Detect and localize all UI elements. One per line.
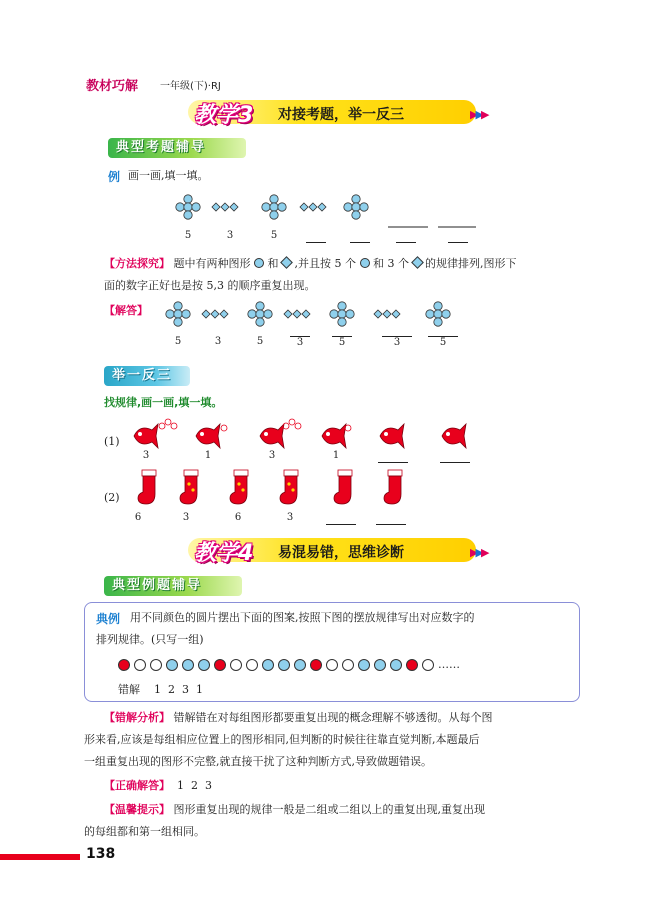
- diamond-row-icon: [284, 310, 310, 318]
- stocking-pattern: [126, 466, 426, 512]
- correct-label: 【正确解答】: [104, 779, 170, 792]
- q1-number: 3: [268, 450, 276, 461]
- stocking-icon: [180, 470, 198, 504]
- circle-blue: [166, 659, 178, 671]
- circle-red: [214, 659, 226, 671]
- q2-label: (2): [104, 491, 120, 504]
- flower-icon: [248, 302, 272, 326]
- correct-answer: [104, 776, 212, 796]
- error-analysis-line2: 形来看,应该是每组相应位置上的图形相同,但判断的时候往往靠直觉判断,本题最后: [84, 733, 480, 746]
- stocking-icon: [384, 470, 402, 504]
- method-line2: 面的数字正好也是按 5,3 的顺序重复出现。: [104, 279, 316, 292]
- error-analysis: [104, 708, 604, 728]
- flower-icon: [330, 302, 354, 326]
- typical-line1: 用不同颜色的圆片摆出下面的图案,按照下图的摆放规律写出对应数字的: [130, 611, 475, 624]
- typical-line2: 排列规律。(只写一组): [96, 633, 204, 646]
- diamond-row-icon: [374, 310, 400, 318]
- stocking-icon: [138, 470, 156, 504]
- tip-line2: 的每组都和第一组相同。: [84, 825, 205, 838]
- chevron-right-icon: ▶▶▶: [470, 108, 487, 121]
- circle-white: [246, 659, 258, 671]
- fish-icon: [196, 424, 220, 448]
- tip-label: 【温馨提示】: [104, 803, 170, 816]
- ellipsis: ……: [438, 658, 460, 671]
- fish-icon: [322, 424, 346, 448]
- typical-label: 典例: [96, 612, 121, 626]
- circle-blue: [182, 659, 194, 671]
- q2-number: 6: [134, 512, 142, 523]
- stocking-icon: [334, 470, 352, 504]
- circle-red: [310, 659, 322, 671]
- circle-white: [422, 659, 434, 671]
- answer-blank[interactable]: [376, 514, 406, 525]
- flower-icon: [344, 195, 368, 219]
- example-prompt: 画一画,填一填。: [128, 169, 209, 182]
- book-title: 教材巧解: [86, 79, 139, 94]
- wrong-label: 错解: [118, 683, 140, 696]
- diamond-row-icon: [202, 310, 228, 318]
- answer-number: 3: [290, 336, 310, 348]
- circle-blue: [198, 659, 210, 671]
- circle-white: [134, 659, 146, 671]
- diamond-icon: [280, 256, 293, 269]
- fish-icon: [442, 424, 466, 448]
- answer-number: 5: [174, 336, 182, 347]
- flower-icon: [262, 195, 286, 219]
- correct-value: 1 2 3: [177, 779, 212, 792]
- flower-icon: [176, 195, 200, 219]
- circle-blue: [294, 659, 306, 671]
- answer-blank[interactable]: [350, 232, 370, 243]
- answer-pattern: [162, 296, 472, 336]
- circle-blue: [262, 659, 274, 671]
- footer-bar: [0, 854, 80, 860]
- diamond-row-icon: [212, 203, 238, 211]
- banner4-label: 易混易错，思维诊断: [278, 545, 404, 561]
- diamond-icon: [411, 256, 424, 269]
- circle-blue: [374, 659, 386, 671]
- method-text: 题中有两种图形: [173, 257, 251, 270]
- answer-blank[interactable]: [306, 232, 326, 243]
- circle-white: [326, 659, 338, 671]
- circle-white: [150, 659, 162, 671]
- method-paragraph: 【方法探究】 题中有两种图形 和 ,并且按 5 个 和 3 个 的规律排列,图形下: [104, 257, 517, 270]
- fish-pattern: [126, 416, 486, 456]
- banner4-badge: 教学4: [194, 541, 254, 566]
- section-extend-tag: 举一反三: [104, 366, 190, 386]
- fish-icon: [380, 424, 404, 448]
- flower-icon: [360, 258, 370, 268]
- q2-number: 6: [234, 512, 242, 523]
- answer-number: 3: [382, 336, 412, 348]
- diamond-row-icon: [300, 203, 326, 211]
- answer-blank[interactable]: [378, 452, 408, 463]
- example-number: 5: [184, 230, 192, 241]
- chevron-right-icon: ▶▶▶: [470, 546, 487, 559]
- tip: [104, 800, 604, 820]
- answer-number: 5: [256, 336, 264, 347]
- fish-icon: [134, 424, 158, 448]
- circle-white: [230, 659, 242, 671]
- flower-icon: [426, 302, 450, 326]
- q2-number: 3: [182, 512, 190, 523]
- q1-label: (1): [104, 435, 120, 448]
- page-number: 138: [86, 846, 116, 862]
- method-label: 【方法探究】: [104, 257, 170, 270]
- extend-prompt: 找规律,画一画,填一填。: [104, 396, 223, 409]
- circle-red: [118, 659, 130, 671]
- answer-blank[interactable]: [396, 232, 416, 243]
- answer-label: 【解答】: [104, 304, 148, 317]
- circle-row: [118, 658, 460, 671]
- circle-blue: [390, 659, 402, 671]
- answer-number: 5: [332, 336, 352, 348]
- answer-blank[interactable]: [326, 514, 356, 525]
- error-analysis-label: 【错解分析】: [104, 711, 170, 724]
- flower-icon: [166, 302, 190, 326]
- tip-line1: 图形重复出现的规律一般是二组或二组以上的重复出现,重复出现: [173, 803, 485, 816]
- example-number: 3: [226, 230, 234, 241]
- banner3-badge: 教学3: [194, 103, 254, 128]
- circle-blue: [278, 659, 290, 671]
- answer-blank[interactable]: [440, 452, 470, 463]
- stocking-icon: [230, 470, 248, 504]
- circle-white: [342, 659, 354, 671]
- banner3-label: 对接考题，举一反三: [278, 107, 404, 123]
- grade-info: 一年级(下)·RJ: [160, 81, 221, 92]
- circle-red: [406, 659, 418, 671]
- circle-blue: [358, 659, 370, 671]
- error-analysis-line1: 错解错在对每组图形都要重复出现的概念理解不够透彻。从每个图: [173, 711, 493, 724]
- section-typical2-tag: 典型例题辅导: [104, 576, 242, 596]
- q1-number: 3: [142, 450, 150, 461]
- answer-blank[interactable]: [448, 232, 468, 243]
- error-analysis-line3: 一组重复出现的图形不完整,就直接干扰了这种判断方式,导致做题错误。: [84, 755, 432, 768]
- q2-number: 3: [286, 512, 294, 523]
- stocking-icon: [280, 470, 298, 504]
- wrong-answer: 1 2 3 1: [154, 683, 203, 696]
- example-number: 5: [270, 230, 278, 241]
- q1-number: 1: [204, 450, 212, 461]
- q1-number: 1: [332, 450, 340, 461]
- flower-icon: [254, 258, 264, 268]
- answer-number: 3: [214, 336, 222, 347]
- example-label: 例: [108, 170, 121, 184]
- section-typical-tag: 典型考题辅导: [108, 138, 246, 158]
- answer-number: 5: [428, 336, 458, 348]
- fish-icon: [260, 424, 284, 448]
